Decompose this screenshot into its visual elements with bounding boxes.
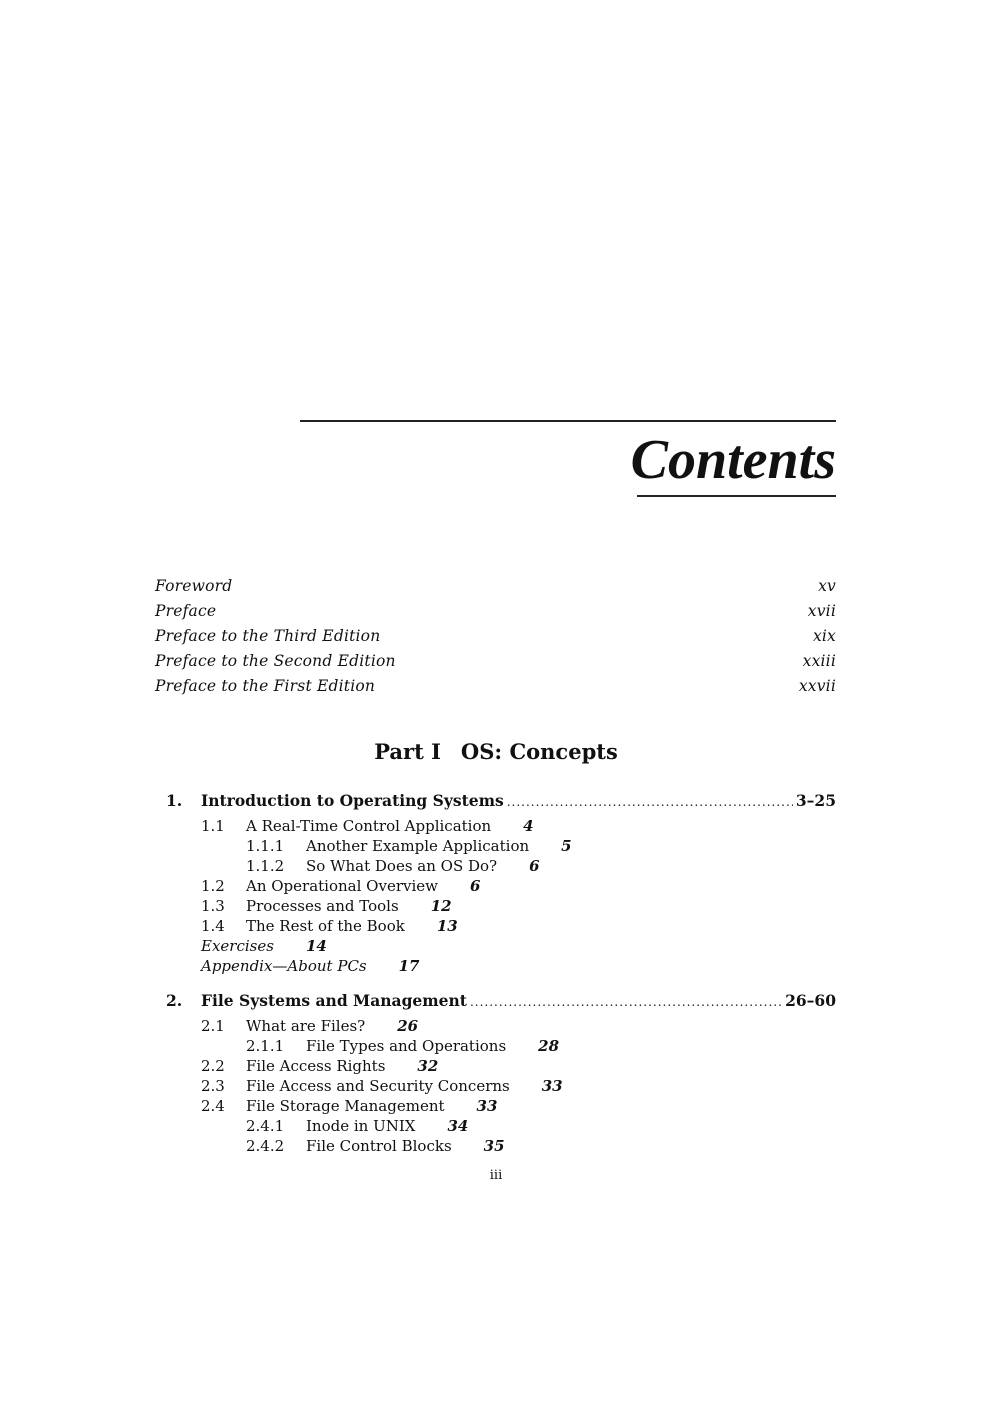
front-matter-page: xvii <box>807 602 836 620</box>
front-matter-label: Foreword <box>155 577 233 595</box>
front-matter-item[interactable] <box>155 649 836 674</box>
front-matter-page: xix <box>812 627 836 645</box>
toc-entry[interactable] <box>201 1076 563 1096</box>
toc-entry[interactable] <box>201 1056 563 1076</box>
entry-number: 2.1 <box>201 1017 225 1035</box>
entry-title: File Access and Security Concerns <box>246 1077 510 1095</box>
entry-number: 2.1.1 <box>246 1037 285 1055</box>
front-matter-list <box>155 574 836 699</box>
dot-leader <box>507 792 793 812</box>
toc-entry[interactable] <box>201 1096 563 1116</box>
entry-title: Another Example Application <box>306 837 530 855</box>
front-matter-page: xv <box>818 577 836 595</box>
entry-page: 17 <box>398 957 420 975</box>
front-matter-page: xxvii <box>798 677 836 695</box>
entry-title: Exercises <box>201 937 274 955</box>
entry-title: Inode in UNIX <box>306 1117 416 1135</box>
chapter-number: 1. <box>166 791 183 810</box>
part-title-text: OS: Concepts <box>460 739 618 764</box>
entry-number: 1.1.1 <box>246 837 285 855</box>
entry-number: 2.4.1 <box>246 1117 285 1135</box>
entry-number: 1.4 <box>201 917 225 935</box>
entry-number: 1.3 <box>201 897 225 915</box>
entry-title: A Real-Time Control Application <box>246 817 492 835</box>
chapter-2-heading[interactable] <box>166 991 836 1012</box>
entry-title: File Access Rights <box>246 1057 386 1075</box>
entry-page: 33 <box>541 1077 563 1095</box>
toc-entry[interactable] <box>201 1016 563 1036</box>
entry-page: 14 <box>305 937 327 955</box>
entry-number: 2.3 <box>201 1077 225 1095</box>
entry-page: 34 <box>447 1117 469 1135</box>
page-number: iii <box>489 1168 503 1183</box>
toc-entry[interactable] <box>201 1036 563 1056</box>
chapter-1-entries <box>201 816 572 976</box>
entry-number: 2.2 <box>201 1057 225 1075</box>
toc-entry[interactable] <box>201 816 572 836</box>
toc-entry-appendix[interactable] <box>201 956 572 976</box>
entry-page: 4 <box>523 817 534 835</box>
entry-title: File Types and Operations <box>306 1037 507 1055</box>
entry-number: 2.4 <box>201 1097 225 1115</box>
entry-page: 13 <box>436 917 458 935</box>
toc-entry-exercises[interactable] <box>201 936 572 956</box>
chapter-title: File Systems and Management <box>201 991 467 1010</box>
entry-title: So What Does an OS Do? <box>306 857 498 875</box>
heading-rule-top <box>300 420 836 422</box>
entry-title: What are Files? <box>246 1017 366 1035</box>
front-matter-item[interactable] <box>155 674 836 699</box>
toc-entry[interactable] <box>201 836 572 856</box>
chapter-pages: 3–25 <box>795 791 836 810</box>
entry-title: The Rest of the Book <box>246 917 405 935</box>
chapter-number: 2. <box>166 991 183 1010</box>
part-label: Part I <box>374 739 441 764</box>
page-title: Contents <box>630 429 836 491</box>
entry-page: 26 <box>397 1017 419 1035</box>
entry-page: 35 <box>483 1137 505 1155</box>
entry-title: File Control Blocks <box>306 1137 452 1155</box>
entry-number: 1.1 <box>201 817 225 835</box>
front-matter-label: Preface to the Third Edition <box>155 627 381 645</box>
front-matter-page: xxiii <box>802 652 836 670</box>
part-heading <box>0 737 992 767</box>
entry-page: 32 <box>417 1057 439 1075</box>
entry-page: 6 <box>469 877 481 895</box>
chapter-pages: 26–60 <box>785 991 836 1010</box>
entry-page: 12 <box>430 897 452 915</box>
toc-entry[interactable] <box>201 896 572 916</box>
entry-title: File Storage Management <box>246 1097 445 1115</box>
toc-entry[interactable] <box>201 916 572 936</box>
front-matter-item[interactable] <box>155 599 836 624</box>
front-matter-item[interactable] <box>155 624 836 649</box>
entry-page: 6 <box>529 857 540 875</box>
front-matter-label: Preface to the First Edition <box>155 677 376 695</box>
chapter-2-entries <box>201 1016 563 1156</box>
front-matter-label: Preface <box>155 602 217 620</box>
entry-title: Processes and Tools <box>246 897 399 915</box>
toc-entry[interactable] <box>201 856 572 876</box>
entry-title: Appendix—About PCs <box>201 957 367 975</box>
front-matter-item[interactable] <box>155 574 836 599</box>
entry-number: 1.2 <box>201 877 225 895</box>
front-matter-label: Preface to the Second Edition <box>155 652 396 670</box>
entry-page: 5 <box>561 837 572 855</box>
toc-entry[interactable] <box>201 1116 563 1136</box>
entry-number: 1.1.2 <box>246 857 285 875</box>
heading-rule-bottom <box>637 495 836 497</box>
entry-number: 2.4.2 <box>246 1137 285 1155</box>
entry-title: An Operational Overview <box>246 877 438 895</box>
chapter-title: Introduction to Operating Systems <box>201 791 504 810</box>
dot-leader <box>470 992 782 1012</box>
entry-page: 33 <box>476 1097 498 1115</box>
toc-entry[interactable] <box>201 1136 563 1156</box>
chapter-1-heading[interactable] <box>166 791 836 812</box>
entry-page: 28 <box>538 1037 560 1055</box>
toc-entry[interactable] <box>201 876 572 896</box>
